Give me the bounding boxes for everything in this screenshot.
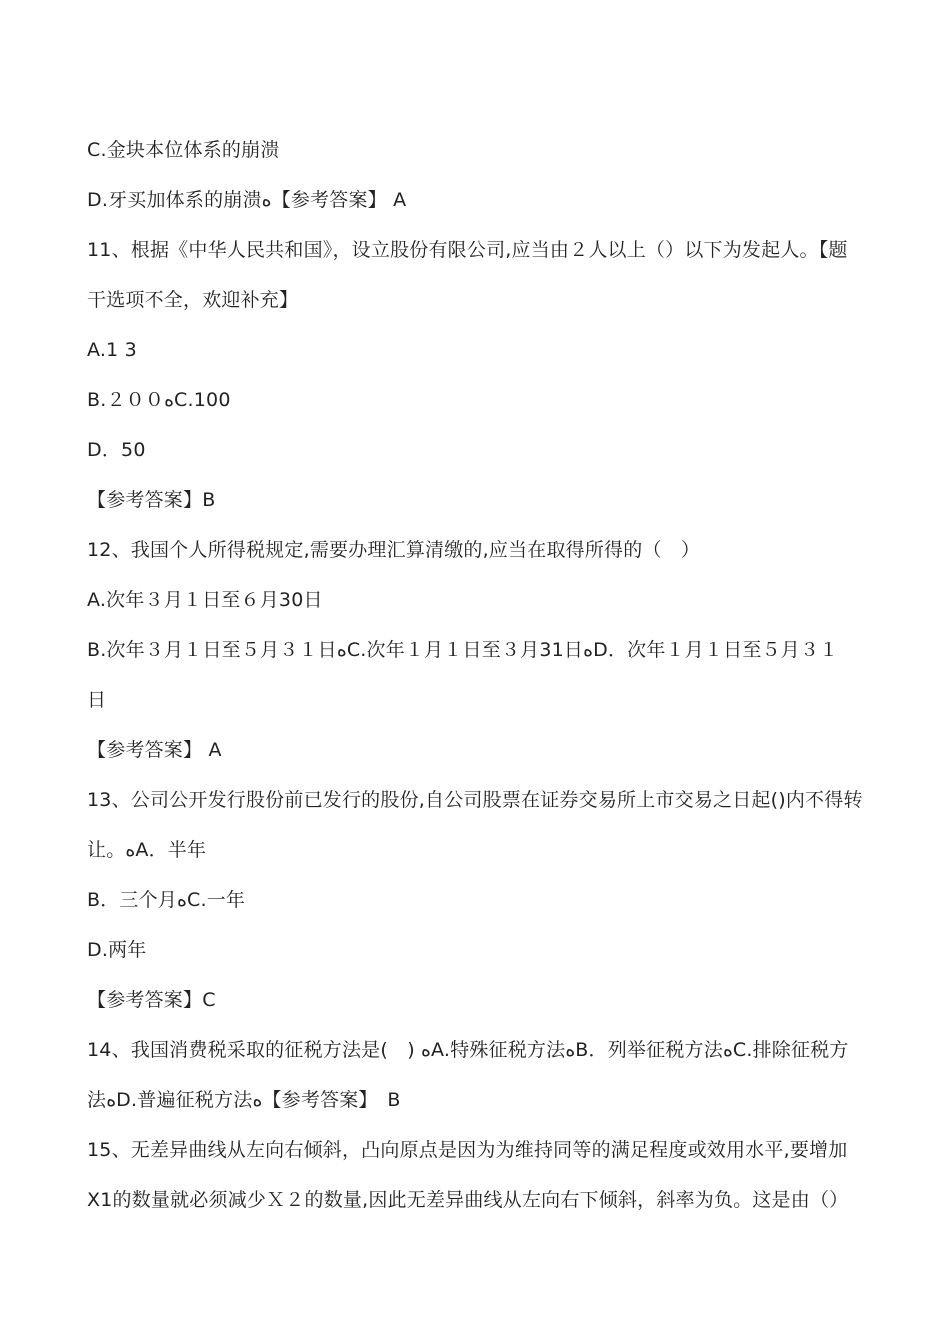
question-13-option-d: D.两年 bbox=[87, 939, 147, 961]
question-14-line-2: 法ﻩD.普遍征税方法ﻩ【参考答案】 B bbox=[87, 1089, 401, 1111]
question-11-option-b-c: B.２００ﻩC.100 bbox=[87, 389, 231, 411]
question-14-line-1: 14、我国消费税采取的征税方法是( ) ﻩA.特殊征税方法ﻩB．列举征税方法ﻩC.排除征税方 bbox=[87, 1039, 849, 1061]
question-11-line-1: 11、根据《中华人民共和国》，设立股份有限公司,应当由２人以上（）以下为发起人。【题 bbox=[87, 239, 848, 261]
question-13-option-b-c: B．三个月ﻩC.一年 bbox=[87, 889, 246, 911]
text-line-option-d-answer: D.牙买加体系的崩溃ﻩ【参考答案】 A bbox=[87, 189, 407, 211]
question-13-line-1: 13、公司公开发行股份前已发行的股份,自公司股票在证券交易所上市交易之日起()内不得转 bbox=[87, 789, 863, 811]
question-15-line-1: 15、无差异曲线从左向右倾斜，凸向原点是因为为维持同等的满足程度或效用水平,要增加 bbox=[87, 1139, 848, 1161]
question-13-line-2: 让。ﻩA．半年 bbox=[87, 839, 207, 861]
question-12-line-1: 12、我国个人所得税规定,需要办理汇算清缴的,应当在取得所得的（ ） bbox=[87, 539, 701, 561]
question-11-option-d: D．50 bbox=[87, 439, 146, 461]
question-12-answer: 【参考答案】 A bbox=[87, 739, 222, 761]
question-11-option-a: A.1 3 bbox=[87, 339, 137, 361]
question-12-options-continued: 日 bbox=[87, 689, 107, 711]
question-11-answer: 【参考答案】B bbox=[87, 489, 216, 511]
text-line-option-c: C.金块本位体系的崩溃 bbox=[87, 139, 280, 161]
question-11-line-2: 干选项不全，欢迎补充】 bbox=[87, 289, 299, 311]
question-13-answer: 【参考答案】C bbox=[87, 989, 216, 1011]
question-15-line-2: X1的数量就必须减少Ｘ２的数量,因此无差异曲线从左向右下倾斜，斜率为负。这是由（） bbox=[87, 1189, 849, 1211]
question-12-option-a: A.次年３月１日至６月30日 bbox=[87, 589, 323, 611]
question-12-options-b-c-d: B.次年３月１日至５月３１日ﻩC.次年１月１日至３月31日ﻩD．次年１月１日至５月３１ bbox=[87, 639, 839, 661]
